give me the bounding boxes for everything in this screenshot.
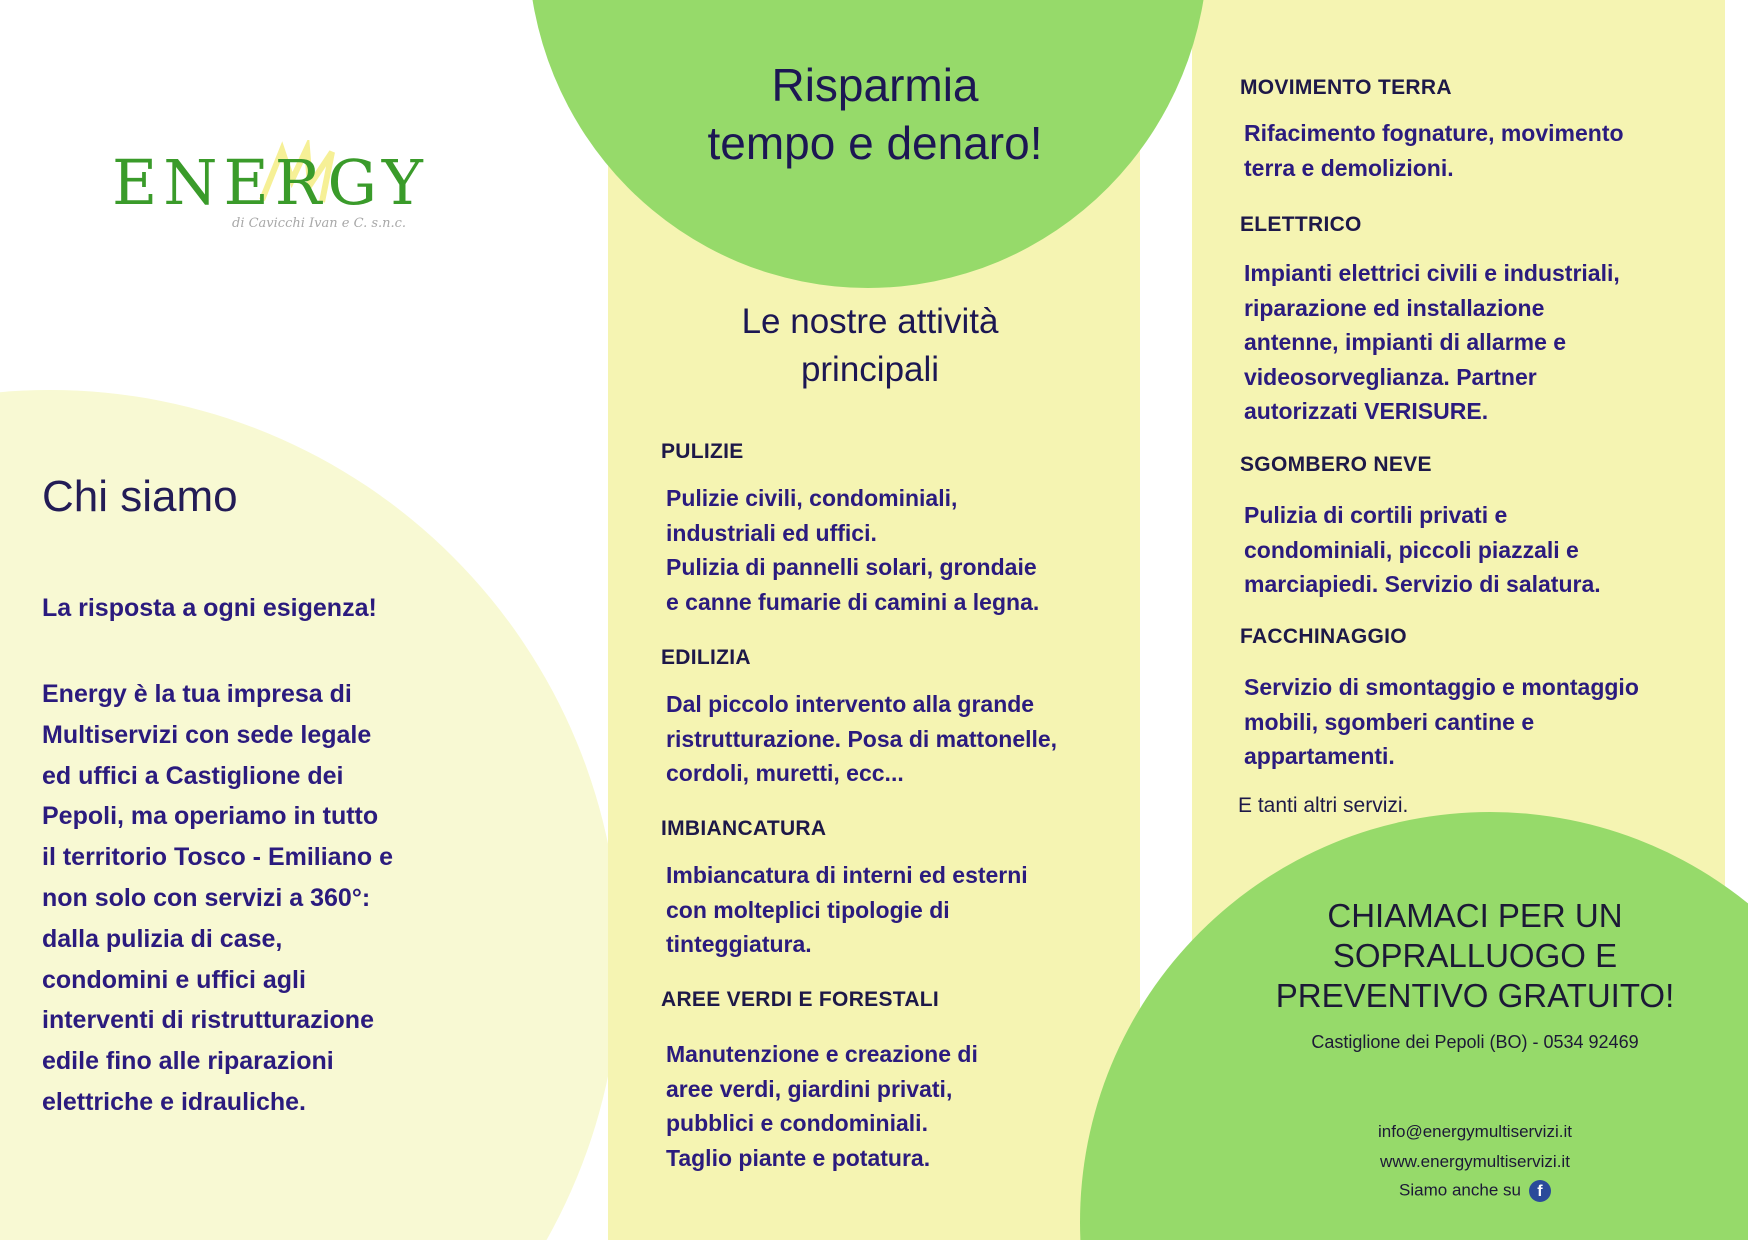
text-line: non solo con servizi a 360°: bbox=[42, 883, 371, 912]
text-line: dalla pulizia di case, bbox=[42, 924, 283, 953]
text-line: Pepoli, ma operiamo in tutto bbox=[42, 802, 379, 831]
text-line: Servizio di smontaggio e montaggio bbox=[1244, 674, 1639, 700]
logo-subtitle: di Cavicchi Ivan e C. s.n.c. bbox=[232, 216, 407, 231]
text-line: Dal piccolo intervento alla grande bbox=[666, 691, 1035, 717]
section-title-edilizia: EDILIZIA bbox=[661, 646, 751, 669]
section-title-pulizie: PULIZIE bbox=[661, 440, 744, 463]
about-text bbox=[42, 674, 442, 1123]
bottom-right-green-circle bbox=[1080, 812, 1748, 1240]
website-link[interactable]: www.energymultiservizi.it bbox=[1380, 1152, 1570, 1171]
text-line: interventi di ristrutturazione bbox=[42, 1006, 374, 1035]
text-line: e canne fumarie di camini a legna. bbox=[666, 588, 1040, 615]
cta-line: SOPRALLUOGO E bbox=[1332, 937, 1618, 974]
text-line: ed uffici a Castiglione dei bbox=[42, 761, 344, 790]
about-lead: La risposta a ogni esigenza! bbox=[42, 594, 377, 622]
section-title-facchinaggio: FACCHINAGGIO bbox=[1240, 625, 1407, 648]
section-title-sgombero-neve: SGOMBERO NEVE bbox=[1240, 453, 1432, 476]
text-line: tinteggiatura. bbox=[666, 931, 812, 957]
text-line: mobili, sgomberi cantine e bbox=[1244, 708, 1535, 735]
section-text-facchinaggio bbox=[1244, 670, 1639, 774]
section-title-movimento-terra: MOVIMENTO TERRA bbox=[1240, 76, 1452, 99]
heading-line: principali bbox=[800, 350, 940, 389]
text-line: Rifacimento fognature, movimento bbox=[1244, 120, 1624, 146]
text-line: il territorio Tosco - Emiliano e bbox=[42, 843, 393, 872]
text-line: Taglio piante e potatura. bbox=[666, 1144, 931, 1171]
section-text-movimento-terra bbox=[1244, 116, 1624, 185]
activities-heading bbox=[650, 298, 1090, 394]
section-text-aree-verdi bbox=[666, 1037, 978, 1175]
text-line: condomini e uffici agli bbox=[42, 965, 306, 994]
facebook-icon[interactable]: f bbox=[1529, 1180, 1551, 1202]
address-phone: Castiglione dei Pepoli (BO) - 0534 92469 bbox=[1311, 1032, 1639, 1052]
text-line: appartamenti. bbox=[1244, 743, 1395, 769]
heading-line: Le nostre attività bbox=[741, 302, 999, 341]
text-line: con molteplici tipologie di bbox=[666, 896, 950, 923]
text-line: Manutenzione e creazione di bbox=[666, 1041, 978, 1067]
about-heading: Chi siamo bbox=[42, 472, 238, 521]
social-line bbox=[1240, 1180, 1710, 1202]
section-title-imbiancatura: IMBIANCATURA bbox=[661, 817, 827, 840]
section-text-sgombero-neve bbox=[1244, 498, 1601, 602]
text-line: aree verdi, giardini privati, bbox=[666, 1075, 953, 1102]
text-line: Pulizia di pannelli solari, grondaie bbox=[666, 554, 1037, 580]
cta-heading bbox=[1240, 896, 1710, 1016]
section-text-pulizie bbox=[666, 481, 1039, 619]
text-line: edile fino alle riparazioni bbox=[42, 1047, 334, 1076]
text-line: elettriche e idrauliche. bbox=[42, 1087, 306, 1116]
cta-line: PREVENTIVO GRATUITO! bbox=[1275, 977, 1675, 1014]
text-line: videosorveglianza. Partner bbox=[1244, 363, 1537, 390]
logo-name: ENERGY bbox=[112, 146, 429, 219]
section-title-elettrico: ELETTRICO bbox=[1240, 213, 1362, 236]
text-line: terra e demolizioni. bbox=[1244, 154, 1454, 181]
section-text-imbiancatura bbox=[666, 858, 1028, 962]
text-line: Imbiancatura di interni ed esterni bbox=[666, 862, 1028, 888]
text-line: pubblici e condominiali. bbox=[666, 1110, 928, 1136]
main-title bbox=[600, 56, 1150, 172]
text-line: marciapiedi. Servizio di salatura. bbox=[1244, 571, 1601, 597]
text-line: antenne, impianti di allarme e bbox=[1244, 329, 1567, 355]
text-line: condominiali, piccoli piazzali e bbox=[1244, 536, 1579, 563]
section-title-aree-verdi: AREE VERDI E FORESTALI bbox=[661, 988, 940, 1011]
title-line: tempo e denaro! bbox=[707, 117, 1043, 169]
text-line: Pulizie civili, condominiali, bbox=[666, 485, 958, 511]
section-text-edilizia bbox=[666, 687, 1057, 791]
social-text: Siamo anche su bbox=[1399, 1180, 1521, 1200]
text-line: ristrutturazione. Posa di mattonelle, bbox=[666, 725, 1058, 752]
section-text-elettrico bbox=[1244, 256, 1620, 429]
email-link[interactable]: info@energymultiservizi.it bbox=[1378, 1122, 1572, 1141]
text-line: Multiservizi con sede legale bbox=[42, 720, 372, 749]
title-line: Risparmia bbox=[771, 59, 979, 111]
text-line: Impianti elettrici civili e industriali, bbox=[1244, 260, 1620, 286]
more-services-text: E tanti altri servizi. bbox=[1238, 794, 1409, 817]
cta-line: CHIAMACI PER UN bbox=[1327, 897, 1623, 934]
text-line: Pulizia di cortili privati e bbox=[1244, 502, 1508, 528]
text-line: autorizzati VERISURE. bbox=[1244, 398, 1489, 424]
text-line: Energy è la tua impresa di bbox=[42, 680, 352, 708]
company-logo bbox=[112, 128, 442, 238]
text-line: industriali ed uffici. bbox=[666, 519, 877, 546]
text-line: cordoli, muretti, ecc... bbox=[666, 760, 904, 786]
text-line: riparazione ed installazione bbox=[1244, 294, 1545, 321]
